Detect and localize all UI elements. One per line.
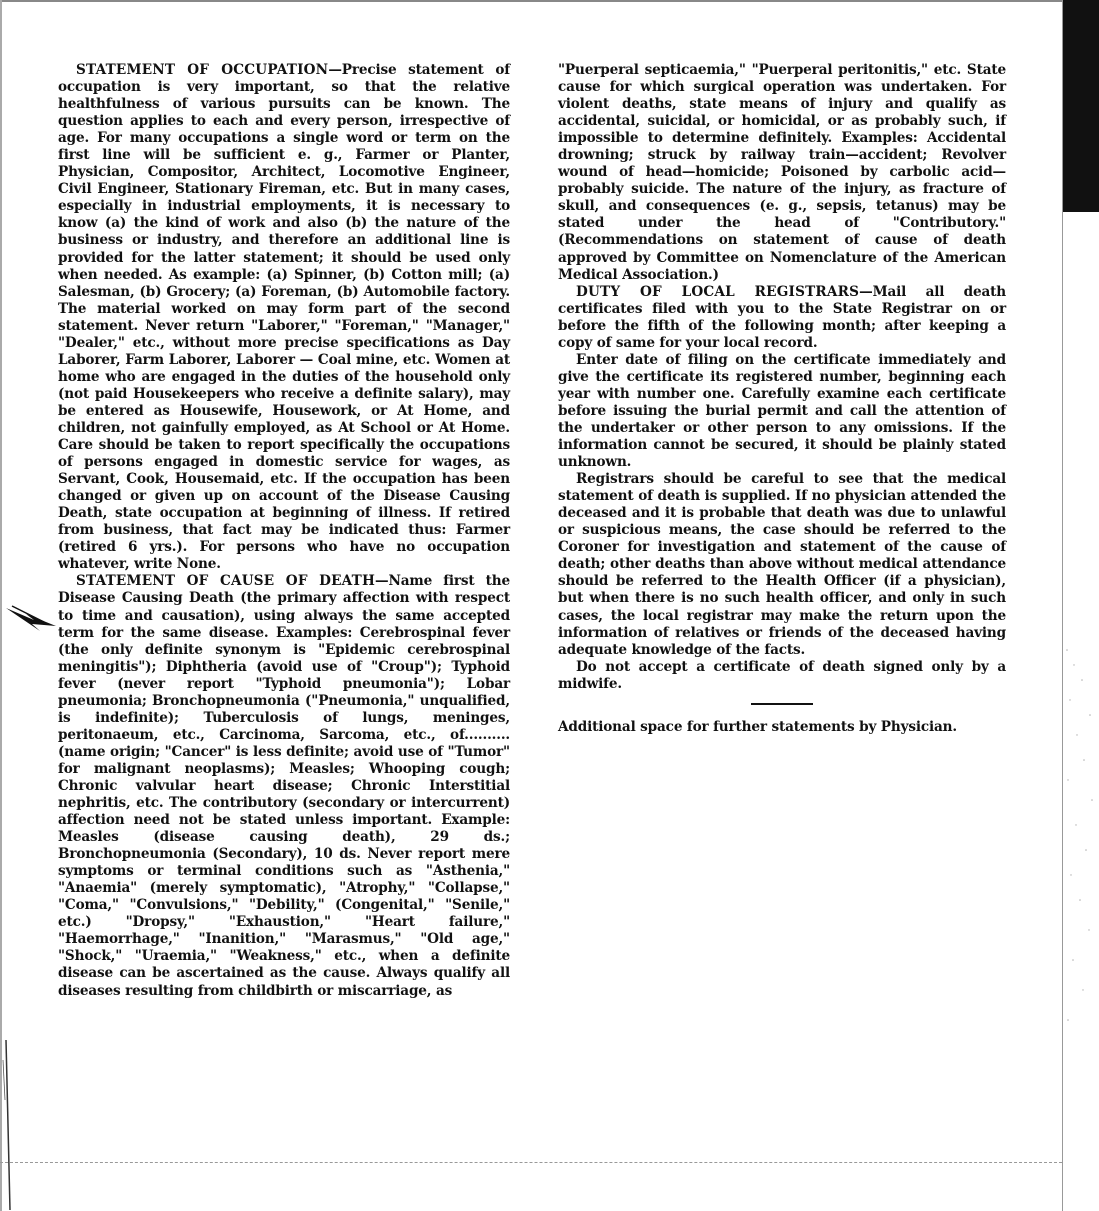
cause-continued-paragraph: "Puerperal septicaemia," "Puerperal peritonitis," etc. State cause for which surgical operation was undertaken. For violent deaths, state means of injury and qualify as accidental, suicidal, or homicidal, or as probably such, if impossible to determine definitely. Examples: Accidental drowning; struck by railway train—accident; Revolver wound of head—homicide; Poisoned by carbolic acid—probably suicide. The nature of the injury, as fracture of skull, and consequences (e. g., sepsis, tetanus) may be stated under the head of "Contributory." (Recommendations on statement of cause of death approved by Committee on Nomenclature of the American Medical Association.) bbox=[558, 62, 1006, 283]
medical-statement-paragraph: Registrars should be careful to see that the medical statement of death is supplied. If no physician attended the deceased and it is probable that death was due to unlawful or suspicious means, the case should be referred to the Coroner for investigation and statement of the cause of death; other deaths than above without medical attendance should be referred to the Health Officer (if a physician), but when there is no such health officer, and only in such cases, the local registrar may make the return upon the information of relatives or friends of the deceased having adequate knowledge of the facts. bbox=[558, 471, 1006, 658]
bottom-perforation bbox=[0, 1162, 1062, 1164]
section-divider bbox=[751, 703, 813, 705]
scan-left-border bbox=[0, 0, 2, 1211]
cause-of-death-paragraph bbox=[58, 573, 510, 999]
occupation-body: —Precise statement of occupation is very important, so that the relative healthfulness of various pursuits can be known. The question applies to each and every person, irrespective of age. For many occupations a single word or term on the first line will be sufficient e. g., Farmer or Planter, Physician, Compositor, Architect, Locomotive Engineer, Civil Engineer, Stationary Fireman, etc. But in many cases, especially in industrial employments, it is necessary to know (a) the kind of work and also (b) the nature of the business or industry, and therefore an additional line is provided for the latter statement; it should be used only when needed. As example: (a) Spinner, (b) Cotton mill; (a) Salesman, (b) Grocery; (a) Foreman, (b) Automobile factory. The material worked on may form part of the second statement. Never return "Laborer," "Foreman," "Manager," "Dealer," etc., without more precise specifications as Day Laborer, Farm Laborer, Laborer — Coal mine, etc. Women at home who are engaged in the duties of the household only (not paid Housekeepers who receive a definite salary), may be entered as Housewife, Housework, or At Home, and children, not gainfully employed, as At School or At Home. Care should be taken to report specifically the occupations of persons engaged in domestic service for wages, as Servant, Cook, Housemaid, etc. If the occupation has been changed or given up on account of the Disease Causing Death, state occupation at beginning of illness. If retired from business, that fact may be indicated thus: Farmer (retired 6 yrs.). For persons who have no occupation whatever, write None. bbox=[58, 62, 510, 573]
cause-of-death-body: —Name first the Disease Causing Death (the primary affection with respect to time and causation), using always the same accepted term for the same disease. Examples: Cerebrospinal fever (the only definite synonym is "Epidemic cerebrospinal meningitis"); Diphtheria (avoid use of "Croup"); Typhoid fever (never report "Typhoid pneumonia"); Lobar pneumonia; Bronchopneumonia ("Pneumonia," unqualified, is indefinite); Tuberculosis of lungs, meninges, peritonaeum, etc., Carcinoma, Sarcoma, etc., of.......... (name origin; "Cancer" is less definite; avoid use of "Tumor" for malignant neoplasms); Measles; Whooping cough; Chronic valvular heart disease; Chronic Interstitial nephritis, etc. The contributory (secondary or intercurrent) affection need not be stated unless important. Example: Measles (disease causing death), 29 ds.; Bronchopneumonia (Secondary), 10 ds. Never report mere symptoms or terminal conditions such as "Asthenia," "Anaemia" (merely symptomatic), "Atrophy," "Collapse," "Coma," "Convulsions," "Debility," (Congenital," "Senile," etc.) "Dropsy," "Exhaustion," "Heart failure," "Haemorrhage," "Inanition," "Marasmus," "Old age," "Shock," "Uraemia," "Weakness," etc., when a definite disease can be ascertained as the cause. Always qualify all diseases resulting from childbirth or miscarriage, as bbox=[58, 573, 510, 999]
right-column bbox=[558, 62, 1006, 736]
left-scan-marks bbox=[0, 1040, 20, 1210]
cause-of-death-heading: STATEMENT OF CAUSE OF DEATH bbox=[76, 573, 376, 590]
filing-paragraph: Enter date of filing on the certificate immediately and give the certificate its registered number, beginning each year with number one. Carefully examine each certificate before issuing the burial permit and call the attention of the undertaker or other person to any omissions. If the information cannot be secured, it should be plainly stated unknown. bbox=[558, 351, 1006, 471]
registrars-paragraph bbox=[558, 284, 1006, 352]
additional-space-label: Additional space for further statements by Physician. bbox=[558, 718, 957, 735]
left-column bbox=[58, 62, 510, 1000]
scan-black-edge bbox=[1063, 0, 1099, 212]
occupation-paragraph bbox=[58, 62, 510, 573]
registrars-body: —Mail all death certificates filed with you to the State Registrar on or before the fifth of the following month; after keeping a copy of same for your local record. bbox=[558, 283, 1006, 351]
midwife-paragraph: Do not accept a certificate of death signed only by a midwife. bbox=[558, 658, 1006, 692]
scan-top-border bbox=[0, 0, 1099, 2]
pointer-arrow-icon bbox=[4, 604, 60, 634]
occupation-heading: STATEMENT OF OCCUPATION bbox=[76, 62, 329, 78]
registrars-heading: DUTY OF LOCAL REGISTRARS bbox=[576, 283, 860, 300]
scan-noise bbox=[1062, 640, 1099, 1040]
